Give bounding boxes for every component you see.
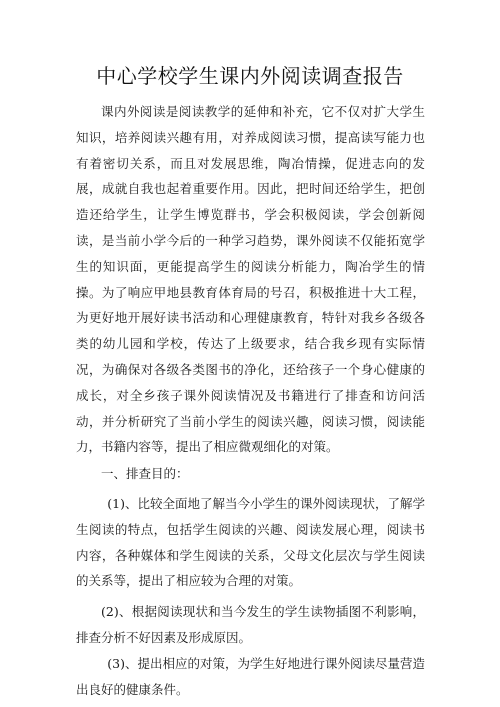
list-item: (3)、提出相应的对策，为学生好地进行课外阅读尽量营造出良好的健康条件。 xyxy=(76,655,425,697)
document-body xyxy=(76,99,425,702)
list-item: (1)、比较全面地了解当今小学生的课外阅读现状，了解学生阅读的特点，包括学生阅读的兴趣、阅读发展心理，阅读书内容，各种媒体和学生阅读的关系，父母文化层次与学生阅读的关系等，提出了相应较为合理的对策。 xyxy=(76,495,425,589)
intro-paragraph: 课内外阅读是阅读教学的延伸和补充，它不仅对扩大学生知识，培养阅读兴趣有用，对养成阅读习惯，提高读写能力也有着密切关系，而且对发展思维，陶冶情操，促进志向的发展，成就自我也起着重要作用。因此，把时间还给学生，把创造还给学生，让学生博览群书，学会积极阅读，学会创新阅读，是当前小学今后的一种学习趋势，课外阅读不仅能拓宽学生的知识面，更能提高学生的阅读分析能力，陶冶学生的情操。为了响应甲地县教育体育局的号召，积极推进十大工程，为更好地开展好读书活动和心理健康教育，特针对我乡各级各类的幼儿园和学校，传达了上级要求，结合我乡现有实际情况，为确保对各级各类图书的净化，还给孩子一个身心健康的成长，对全乡孩子课外阅读情况及书籍进行了排查和访问活动，并分析研究了当前小学生的阅读兴趣，阅读习惯，阅读能力，书籍内容等，提出了相应微观细化的对策。 xyxy=(76,104,425,455)
page-title: 中心学校学生课内外阅读调查报告 xyxy=(96,64,404,88)
section-heading: 一、排查目的： xyxy=(101,466,189,482)
list-item: (2)、根据阅读现状和当今发生的学生读物插图不利影响，排查分析不好因素及形成原因。 xyxy=(76,604,425,645)
